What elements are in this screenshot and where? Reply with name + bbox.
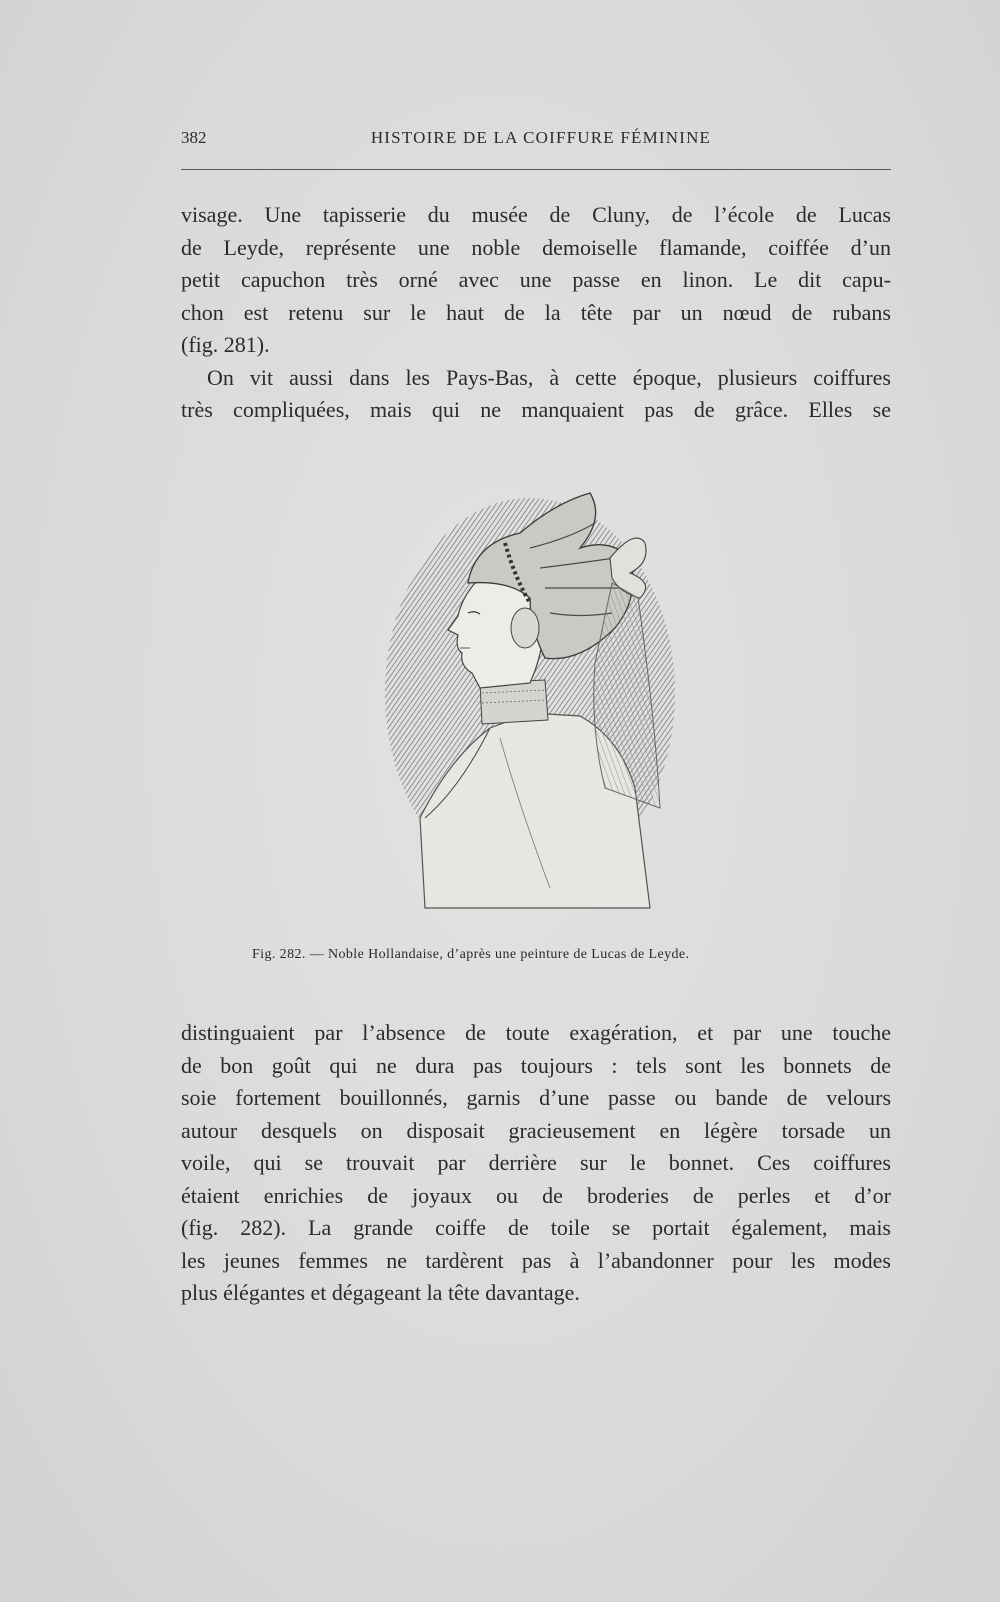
running-title: HISTOIRE DE LA COIFFURE FÉMININE xyxy=(370,128,712,147)
text-line: On vit aussi dans les Pays-Bas, à cette époque, plusieurs coiffures xyxy=(207,364,891,390)
paragraph-block-top xyxy=(181,199,891,427)
text-line: petit capuchon très orné avec une passe en linon. Le dit capu- xyxy=(181,267,891,292)
text-line: de bon goût qui ne dura pas toujours : tels sont les bonnets de xyxy=(181,1052,891,1078)
text-line: (fig. 281). xyxy=(181,332,270,357)
engraving-illustration xyxy=(380,488,690,913)
text-line: plus élégantes et dégageant la tête davantage. xyxy=(181,1280,580,1305)
page-number: 382 xyxy=(181,128,207,147)
text-line: étaient enrichies de joyaux ou de broderies de perles et d’or xyxy=(181,1182,891,1208)
text-line: de Leyde, représente une noble demoiselle flamande, coiffée d’un xyxy=(181,234,891,260)
text-line: très compliquées, mais qui ne manquaient pas de grâce. Elles se xyxy=(181,397,891,422)
text-line: les jeunes femmes ne tardèrent pas à l’abandonner pour les modes xyxy=(181,1247,891,1273)
text-line: voile, qui se trouvait par derrière sur le bonnet. Ces coiffures xyxy=(181,1150,891,1175)
text-line: autour desquels on disposait gracieusement en légère torsade un xyxy=(181,1117,891,1143)
text-line: (fig. 282). La grande coiffe de toile se portait également, mais xyxy=(181,1215,891,1240)
paragraph-block-bottom xyxy=(181,1017,891,1310)
text-line: soie fortement bouillonnés, garnis d’une passe ou bande de velours xyxy=(181,1085,891,1110)
running-head xyxy=(181,124,891,154)
text-line: distinguaient par l’absence de toute exagération, et par une touche xyxy=(181,1020,891,1045)
text-line: chon est retenu sur le haut de la tête par un nœud de rubans xyxy=(181,299,891,325)
header-rule xyxy=(181,169,891,170)
figure-caption: Fig. 282. — Noble Hollandaise, d’après une peinture de Lucas de Leyde. xyxy=(252,947,690,962)
text-line: visage. Une tapisserie du musée de Cluny, de l’école de Lucas xyxy=(181,202,891,227)
